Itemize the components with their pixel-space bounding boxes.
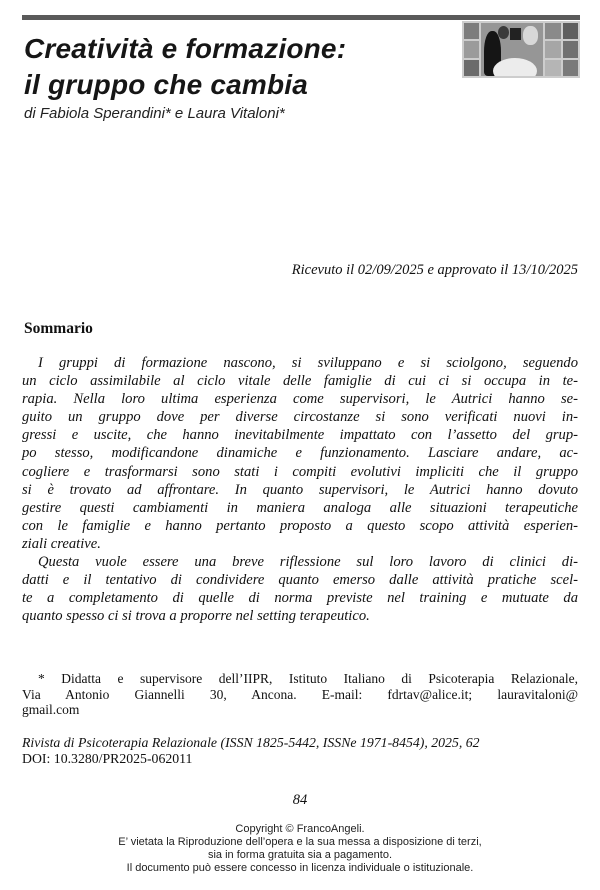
journal-issn-line: Rivista di Psicoterapia Relazionale (ISSN 1825-5442, ISSNe 1971-8454), 2025, 62: [22, 735, 480, 750]
text-line: * Didatta e supervisore dell’IIPR, Istituto Italiano di Psicoterapia Relazionale,: [38, 671, 578, 686]
text-line: po stesso, modificandone dinamiche e funzionamento. Lasciare andare, ac-: [22, 445, 578, 462]
article-title-line2: il gruppo che cambia: [24, 69, 309, 100]
abstract-paragraph-2: [22, 553, 578, 625]
text-line: gestire questi cambiamenti in maniera analoga alle situazioni terapeutiche: [22, 499, 578, 516]
text-line: si è trovato ad affrontare. In quanto supervisori, le Autrici hanno dovuto: [22, 481, 578, 498]
photo-screen-shape: [510, 28, 521, 40]
photo-tile: [545, 23, 561, 39]
text-line: Il documento può essere concesso in licenza individuale o istituzionale.: [126, 862, 474, 874]
journal-info: [22, 735, 578, 766]
text-line: un ciclo assimilabile al ciclo vitale delle famiglie di cui ci si occupa in te-: [22, 373, 578, 390]
author-footnote: [22, 671, 578, 718]
photo-tile: [545, 60, 561, 76]
text-line: datti e il tentativo di condividere quanto emerso dalle attività pratiche scel-: [22, 572, 578, 589]
text-line: gmail.com: [22, 702, 80, 718]
text-line: quanto spesso ci si trova a proporre nel setting terapeutico.: [22, 608, 370, 625]
photo-tile: [563, 60, 579, 76]
doi-line: DOI: 10.3280/PR2025-062011: [22, 750, 193, 766]
photo-tile: [545, 41, 561, 57]
photo-tile: [464, 23, 479, 39]
text-line: te a completamento di quelle di norma previste nel training e mutuate da: [22, 590, 578, 607]
text-line: Questa vuole essere una breve riflessione sul loro lavoro di clinici di-: [38, 554, 578, 571]
text-line: rapia. Nella loro ultima esperienza come supervisori, le Autrici hanno se-: [22, 391, 578, 408]
text-line: con le famiglie e hanno pertanto proposto a questo scopo attività esperien-: [22, 517, 578, 534]
photo-tile: [563, 41, 579, 57]
page-number: 84: [292, 792, 308, 808]
text-line: guito un gruppo dove per diverse circostanze si sono verificati nuovi in-: [22, 409, 578, 426]
article-title: [24, 31, 346, 103]
text-line: Copyright © FrancoAngeli.: [235, 823, 365, 835]
text-line: gressi e uscite, che hanno inevitabilmente impattato con l’assetto del grup-: [22, 427, 578, 444]
text-line: ziali creative.: [22, 535, 101, 552]
article-byline: di Fabiola Sperandini* e Laura Vitaloni*: [24, 105, 285, 122]
photo-tile: [464, 60, 479, 76]
text-line: cogliere e trasformarsi sono stati i compiti evolutivi impliciti che il gruppo: [22, 463, 578, 480]
header-rule: [22, 15, 580, 20]
photo-tile: [563, 23, 579, 39]
abstract-paragraph-1: [22, 354, 578, 553]
text-line: I gruppi di formazione nascono, si sviluppano e si sciolgono, seguendo: [38, 355, 578, 371]
abstract-text: [22, 354, 578, 625]
text-line: Via Antonio Giannelli 30, Ancona. E-mail: fdrtav@alice.it; lauravitaloni@: [22, 686, 578, 702]
photo-grid-right: [545, 23, 578, 76]
article-thumbnail-image: [462, 21, 580, 78]
text-line: E’ vietata la Riproduzione dell’opera e la sua messa a disposizione di terzi,: [118, 836, 482, 848]
photo-main-scene: [481, 23, 543, 76]
summary-heading: Sommario: [24, 320, 93, 337]
article-title-line1: Creatività e formazione:: [24, 33, 347, 64]
photo-strip-left: [464, 23, 479, 76]
photo-tile: [464, 41, 479, 57]
text-line: sia in forma gratuita sia a pagamento.: [207, 849, 393, 861]
photo-table-shape: [493, 58, 537, 76]
photo-figure-light: [523, 26, 538, 45]
received-approved-line: Ricevuto il 02/09/2025 e approvato il 13/10/2025: [291, 262, 578, 278]
photo-figure-head: [498, 26, 509, 39]
copyright-notice: [0, 823, 600, 875]
